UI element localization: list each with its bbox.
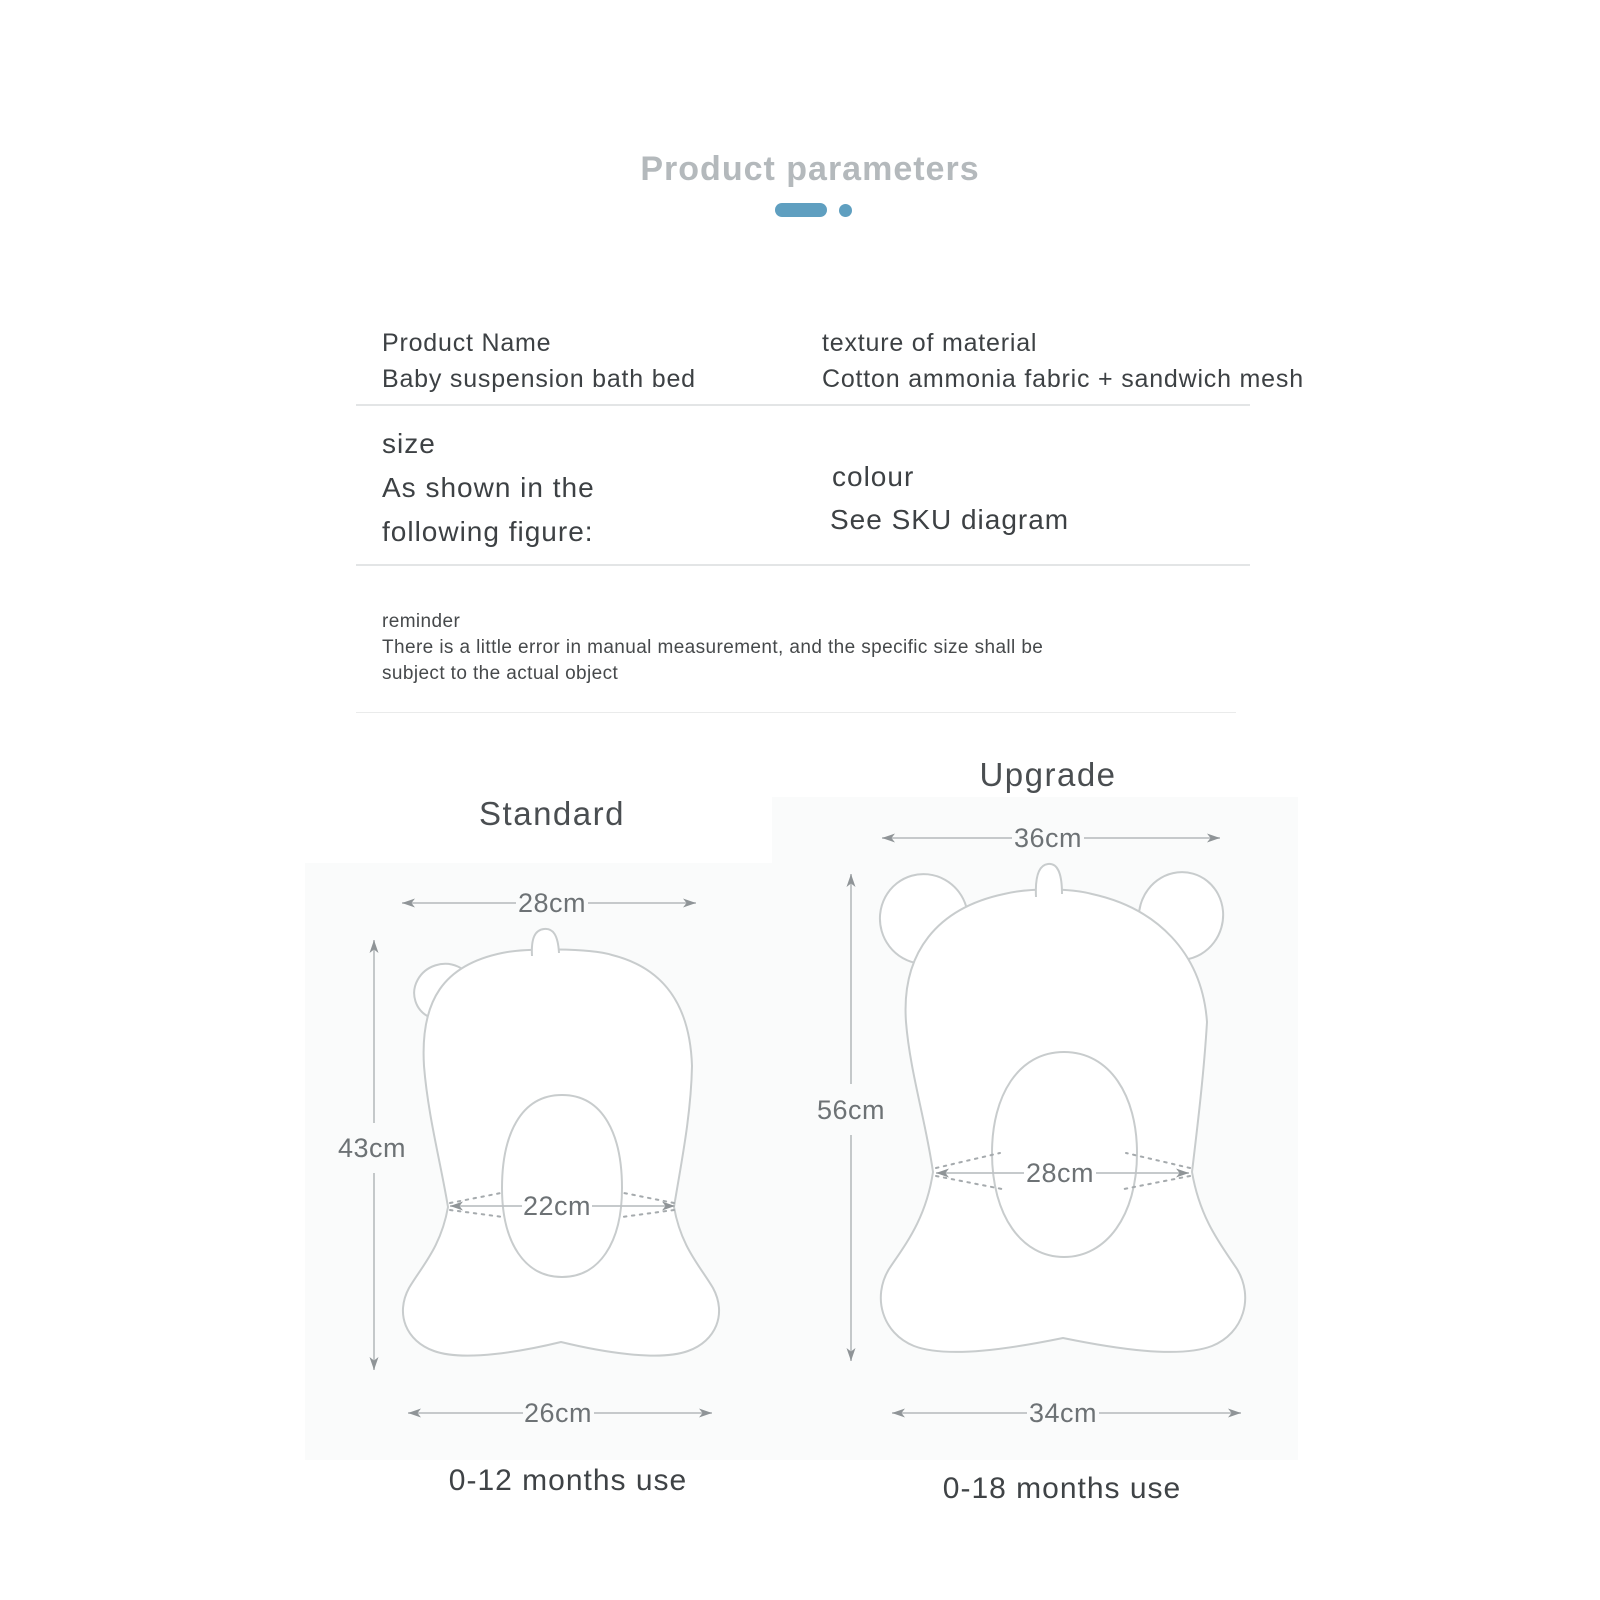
standard-bed-diagram [320,850,750,1430]
upgrade-top-width-label: 36cm [1013,823,1083,853]
page-title: Product parameters [640,150,980,188]
standard-bed-outline [403,949,719,1355]
divider-3 [356,712,1236,713]
standard-height-arrow [338,940,406,1370]
standard-bottom-width-arrow [408,1398,712,1428]
upgrade-top-width-arrow [882,823,1220,853]
standard-title: Standard [479,795,625,832]
material-value: Cotton ammonia fabric + sandwich mesh [822,365,1304,393]
upgrade-height-arrow [817,874,885,1361]
size-value-line2: following figure: [382,516,594,547]
standard-height-label: 43cm [337,1133,407,1163]
reminder-line1: There is a little error in manual measurement, and the specific size shall be [382,637,1044,658]
accent-dot-icon [839,204,852,217]
standard-age-range: 0-12 months use [448,1464,688,1497]
size-value-line1: As shown in the [382,472,595,503]
divider-2 [356,564,1250,566]
accent-dash-icon [775,203,827,217]
upgrade-height-label: 56cm [816,1095,886,1125]
upgrade-bed-tab [1036,864,1062,897]
colour-label: colour [832,461,915,492]
material-label: texture of material [822,329,1038,357]
upgrade-waist-width-label: 28cm [1025,1158,1095,1188]
upgrade-bottom-width-arrow [892,1398,1241,1428]
size-label: size [382,428,436,459]
colour-value: See SKU diagram [830,504,1070,535]
standard-top-width-label: 28cm [517,888,587,918]
reminder-line2: subject to the actual object [382,663,619,684]
standard-top-width-arrow [402,888,696,918]
upgrade-age-range: 0-18 months use [942,1472,1182,1505]
standard-bed-tab [532,929,559,956]
product-name-value: Baby suspension bath bed [382,365,696,393]
product-name-label: Product Name [382,329,552,357]
upgrade-bottom-width-label: 34cm [1028,1398,1098,1428]
standard-bottom-width-label: 26cm [523,1398,593,1428]
upgrade-title: Upgrade [979,756,1117,793]
reminder-title: reminder [382,611,461,632]
standard-waist-width-label: 22cm [522,1191,592,1221]
divider-1 [356,404,1250,406]
upgrade-bed-diagram [780,740,1300,1430]
